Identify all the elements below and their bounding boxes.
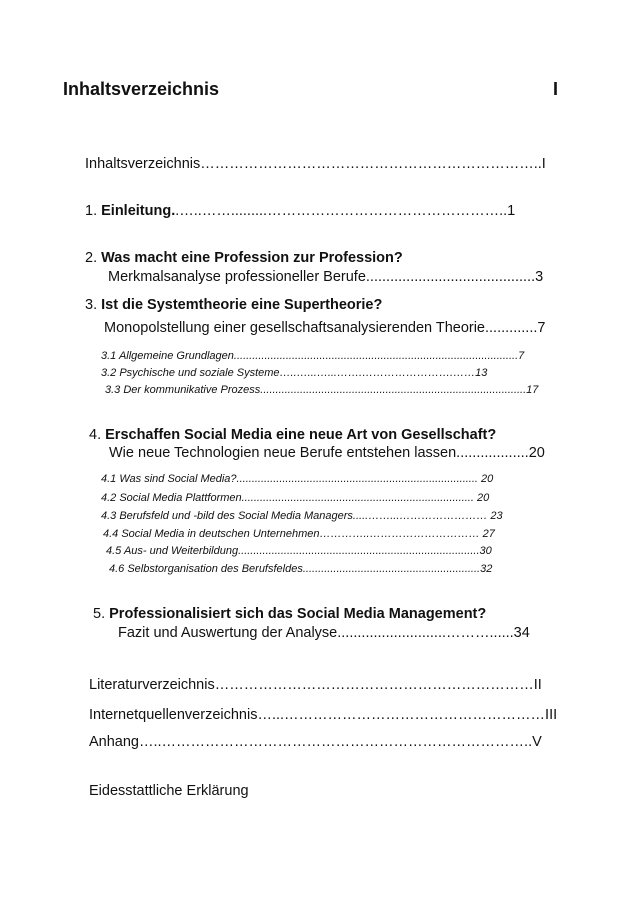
chapter-title: Ist die Systemtheorie eine Supertheorie? (101, 297, 383, 313)
toc-entry-3-1[interactable]: 3.1 Allgemeine Grundlagen.............................................................................................7 (101, 350, 525, 362)
chapter-2-subtitle[interactable]: Merkmalsanalyse professioneller Berufe..........................................3 (108, 269, 544, 285)
chapter-number: 5. (93, 606, 110, 622)
toc-entry-4-4[interactable]: 4.4 Social Media in deutschen Unternehmen…………..………………………… 27 (103, 528, 495, 540)
toc-entry-literaturverzeichnis[interactable]: Literaturverzeichnis…………………………………………………………II (89, 677, 542, 693)
chapter-title: Einleitung. (101, 203, 176, 219)
page-number: I (553, 79, 559, 99)
chapter-leader: .…..…….........…………………………………………..1 (175, 203, 516, 219)
toc-entry-3-3[interactable]: 3.3 Der kommunikative Prozess.......................................................................................17 (105, 384, 539, 396)
toc-entry-anhang[interactable]: Anhang…..…………………………………………………………………..V (89, 734, 542, 750)
chapter-title: Professionalisiert sich das Social Media Management? (109, 606, 487, 622)
toc-entry-internetquellenverzeichnis[interactable]: Internetquellenverzeichnis…...………………………………………………III (89, 707, 558, 723)
chapter-number: 3. (85, 297, 102, 313)
toc-entry-eidesstattliche-erklaerung[interactable]: Eidesstattliche Erklärung (89, 783, 249, 799)
toc-entry-4-5[interactable]: 4.5 Aus- und Weiterbildung...............................................................................30 (106, 545, 492, 557)
chapter-title: Was macht eine Profession zur Profession? (101, 250, 403, 266)
toc-entry-chapter-4[interactable] (89, 427, 496, 443)
toc-entry-4-2[interactable]: 4.2 Social Media Plattformen............................................................................ 20 (101, 492, 490, 504)
toc-entry-4-6[interactable]: 4.6 Selbstorganisation des Berufsfeldes..........................................................32 (109, 563, 493, 575)
page-title: Inhaltsverzeichnis (63, 79, 220, 99)
chapter-number: 1. (85, 203, 102, 219)
toc-entry-4-1[interactable]: 4.1 Was sind Social Media?............................................................................... 20 (101, 473, 494, 485)
chapter-title: Erschaffen Social Media eine neue Art von Gesellschaft? (105, 427, 497, 443)
chapter-5-subtitle[interactable]: Fazit und Auswertung der Analyse...........................………......34 (118, 625, 530, 641)
toc-entry-inhaltsverzeichnis[interactable]: Inhaltsverzeichnis……………………………………………………………..I (85, 156, 546, 172)
toc-entry-chapter-3[interactable] (85, 297, 382, 313)
toc-entry-chapter-2[interactable] (85, 250, 403, 266)
chapter-3-subtitle[interactable]: Monopolstellung einer gesellschaftsanalysierenden Theorie.............7 (104, 320, 546, 336)
chapter-number: 2. (85, 250, 102, 266)
toc-entry-3-2[interactable]: 3.2 Psychische und soziale Systeme…..…...…...…….…………………….……13 (101, 367, 488, 379)
toc-entry-chapter-1[interactable] (85, 203, 515, 219)
chapter-4-subtitle[interactable]: Wie neue Technologien neue Berufe entstehen lassen..................20 (109, 445, 545, 461)
toc-entry-4-3[interactable]: 4.3 Berufsfeld und -bild des Social Media Managers.....……...…………………… 23 (101, 510, 503, 522)
toc-entry-chapter-5[interactable] (93, 606, 486, 622)
chapter-number: 4. (89, 427, 106, 443)
